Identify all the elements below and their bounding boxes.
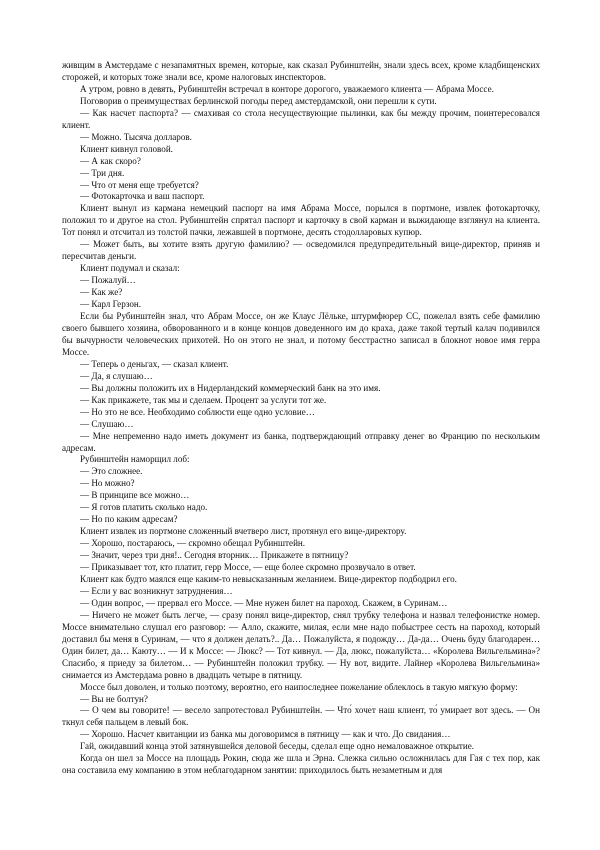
paragraph: — Как же? bbox=[80, 287, 123, 298]
paragraph: — Мне непременно надо иметь документ из банка, подтверждающий отправку денег во Францию по нескольким адресам. bbox=[62, 430, 540, 453]
paragraph: — Приказывает тот, кто платит, герр Моссе, — еще более скромно прозвучало в ответ. bbox=[80, 562, 416, 573]
paragraph: — Пожалуй… bbox=[80, 275, 136, 286]
paragraph: — Я готов платить сколько надо. bbox=[80, 502, 208, 513]
paragraph: — Да, я слушаю… bbox=[80, 370, 153, 381]
paragraph: — Это сложнее. bbox=[80, 466, 143, 477]
paragraph: — Но это не все. Необходимо соблюсти еще одно условие… bbox=[80, 406, 315, 417]
paragraph: — О чем вы говорите! — весело запротестовал Рубинштейн. — Что́ хочет наш клиент, то́ умирает вот здесь. — Он ткнул себя пальцем в левый бок. bbox=[62, 705, 540, 728]
paragraph: Гай, ожидавший конца этой затянувшейся деловой беседы, сделал еще одно немаловажное открытие. bbox=[80, 741, 475, 752]
paragraph: Рубинштейн наморщил лоб: bbox=[80, 454, 190, 465]
paragraph: — В принципе все можно… bbox=[80, 490, 190, 501]
paragraph: — Фотокарточка и ваш паспорт. bbox=[80, 191, 205, 202]
paragraph: — Как насчет паспорта? — смахивая со стола несуществующие пылинки, как бы между прочим, поинтересовался клиент. bbox=[62, 107, 540, 130]
paragraph: — Что от меня еще требуется? bbox=[80, 179, 199, 190]
paragraph: Клиент извлек из портмоне сложенный вчетверо лист, протянул его вице-директору. bbox=[80, 526, 407, 537]
paragraph: — Значит, через три дня!.. Сегодня вторник… Прикажете в пятницу? bbox=[80, 550, 349, 561]
paragraph: Поговорив о преимуществах берлинской погоды перед амстердамской, они перешли к сути. bbox=[80, 95, 437, 106]
paragraph: — Хорошо, постараюсь, — скромно обещал Рубинштейн. bbox=[80, 538, 306, 549]
paragraph: — Карл Герзон. bbox=[80, 299, 142, 310]
paragraph: Моссе был доволен, и только поэтому, вероятно, его наипоследнее пожелание облеклось в такую мягкую форму: bbox=[80, 681, 518, 692]
paragraph: — Теперь о деньгах, — сказал клиент. bbox=[80, 358, 229, 369]
paragraph: — Если у вас возникнут затруднения… bbox=[80, 585, 233, 596]
paragraph: Клиент вынул из кармана немецкий паспорт на имя Абрама Моссе, порылся в портмоне, извлек фотокарточку, положил то и другое на стол. Рубинштейн спрятал паспорт и карточку в свой карман и выжидающе взглянул на клиента. Тот понял и отсчитал из толстой пачки, лежавшей в портмоне, десять стодолларовых купюр. bbox=[62, 203, 540, 238]
paragraph: Когда он шел за Моссе на площадь Рокин, сюда же шла и Эрна. Слежка сильно осложнилась для Гая с тех пор, как она составила ему компанию в этом неблагодарном занятии: приходилось быть незаметным и для bbox=[62, 753, 540, 776]
paragraph: — Вы должны положить их в Нидерландский коммерческий банк на это имя. bbox=[80, 382, 381, 393]
paragraph: — Как прикажете, так мы и сделаем. Процент за услуги тот же. bbox=[80, 394, 327, 405]
paragraph: — Можно. Тысяча долларов. bbox=[80, 131, 192, 142]
paragraph: — Но можно? bbox=[80, 478, 135, 489]
paragraph: — Ничего не может быть легче, — сразу понял вице-директор, снял трубку телефона и назвал телефонистке номер. Моссе внимательно слушал его разговор: — Алло, скажите, милая, если мне надо побыстрее сесть на пароход, который доставил бы меня в Суринам, — что я должен делать?.. Да… Пожалуйста, я подожду… Да-да… Очень буду благодарен… Один билет, да… Каюту… — И к Моссе: — Люкс? — Тот кивнул. — Да, люкс, пожалуйста… «Королева Вильгельмина»? Спасибо, я приеду за билетом… — Рубинштейн положил трубку. — Ну вот, видите. Лайнер «Королева Вильгельмина» снимается из Амстердама ровно в двадцать четыре в пятницу. bbox=[62, 609, 540, 680]
paragraph: живщим в Амстердаме с незапамятных времен, которые, как сказал Рубинштейн, знали здесь всех, кроме кладбищенских сторожей, и которых тоже знали все, кроме налоговых инспекторов. bbox=[62, 60, 540, 82]
paragraph: — Но по каким адресам? bbox=[80, 514, 178, 525]
paragraph: — Может быть, вы хотите взять другую фамилию? — осведомился предупредительный вице-директор, приняв и пересчитав деньги. bbox=[62, 239, 540, 262]
paragraph: А утром, ровно в девять, Рубинштейн встречал в конторе дорогого, уважаемого клиента — Абрама Моссе. bbox=[80, 83, 494, 94]
paragraph: Клиент кивнул головой. bbox=[80, 143, 173, 154]
paragraph: — Хорошо. Насчет квитанции из банка мы договоримся в пятницу — как и что. До свидания… bbox=[80, 729, 451, 740]
paragraph: Клиент как будто маялся еще каким-то невысказанным желанием. Вице-директор подбодрил его. bbox=[80, 573, 457, 584]
paragraph: — Слушаю… bbox=[80, 418, 134, 429]
paragraph: — Три дня. bbox=[80, 167, 125, 178]
paragraph: Клиент подумал и сказал: bbox=[80, 263, 180, 274]
paragraph: — А как скоро? bbox=[80, 155, 141, 166]
paragraph: Если бы Рубинштейн знал, что Абрам Моссе, он же Клаус Лёльке, штурмфюрер СС, пожелал взять себе фамилию своего бывшего хозяина, обворованного и в конце концов доведенного им до краха, даже такой тертый калач подивился бы вычурности человеческих прихотей. Но он этого не знал, и потому бесстрастно записал в блокнот новое имя герра Моссе. bbox=[62, 311, 540, 357]
paragraph: — Вы не болтун? bbox=[80, 693, 148, 704]
paragraph: — Один вопрос, — прервал его Моссе. — Мне нужен билет на пароход. Скажем, в Суринам… bbox=[80, 597, 448, 608]
